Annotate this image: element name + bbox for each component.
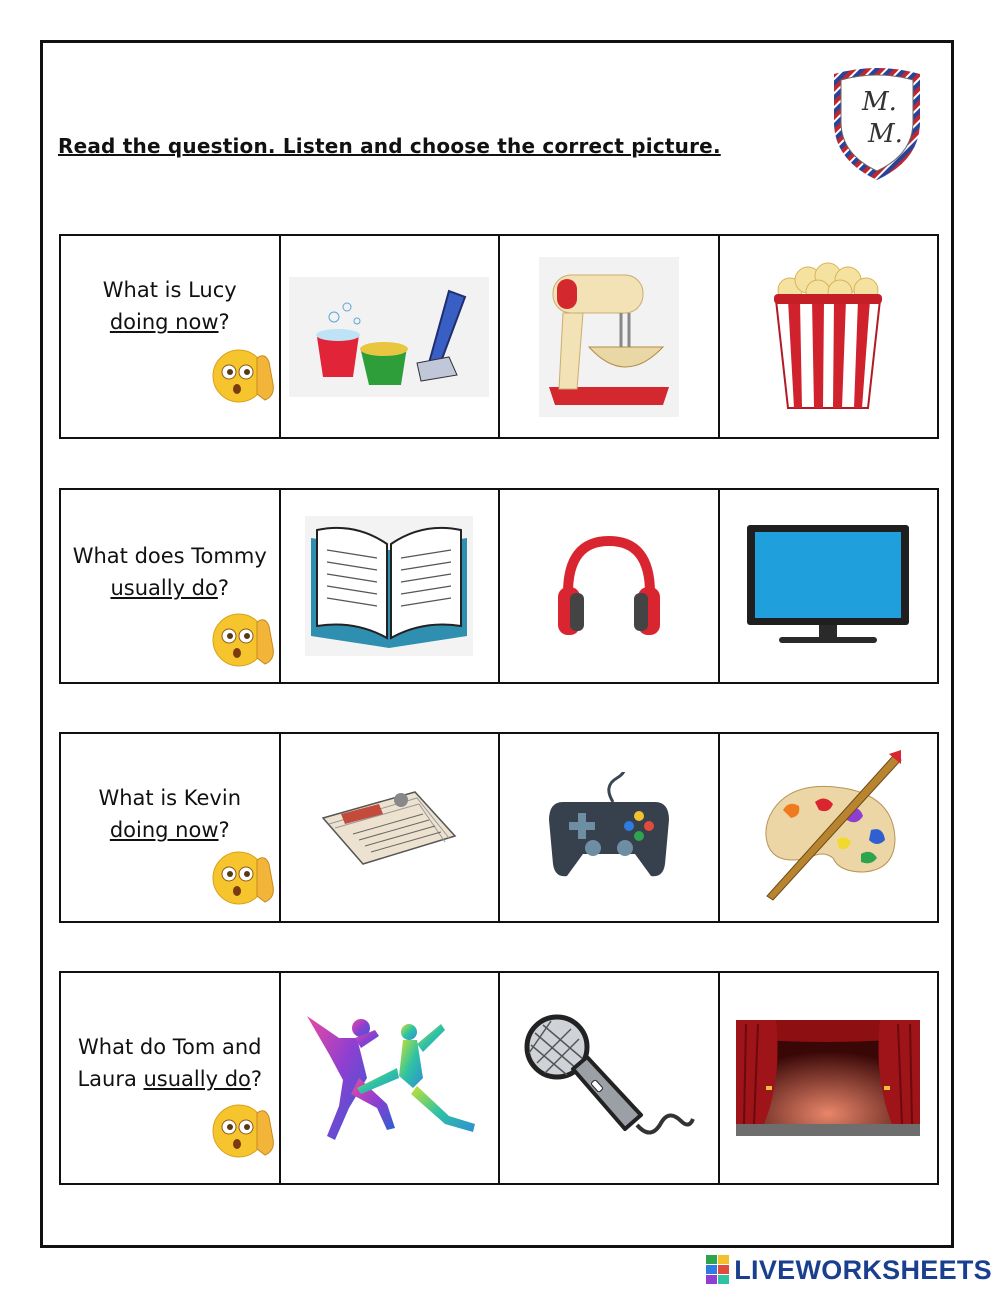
- listening-emoji-icon: [209, 610, 279, 668]
- question-cell: [61, 490, 279, 682]
- option-paint-palette[interactable]: [718, 734, 938, 921]
- question-cell: [61, 973, 279, 1183]
- open-book-icon: [305, 516, 473, 656]
- liveworksheets-brand: [706, 1254, 992, 1286]
- question-row-1: [59, 234, 939, 439]
- cleaning-supplies-icon: [289, 277, 489, 397]
- crest-logo: [828, 64, 926, 184]
- question-cell: [61, 734, 279, 921]
- option-game-controller[interactable]: [498, 734, 718, 921]
- paint-palette-icon: [753, 750, 903, 906]
- question-cell: [61, 236, 279, 437]
- option-dancers[interactable]: [279, 973, 499, 1183]
- question-text: What does Tommy usually do?: [72, 544, 267, 600]
- dancers-icon: [299, 1008, 479, 1148]
- option-newspaper[interactable]: [279, 734, 499, 921]
- svg-text:M.: M.: [868, 119, 903, 149]
- instruction-text: Read the question. Listen and choose the correct picture.: [58, 134, 721, 158]
- question-text: What is Kevin doing now?: [98, 786, 242, 842]
- television-icon: [745, 523, 911, 649]
- microphone-icon: [521, 1013, 697, 1143]
- popcorn-icon: [768, 262, 888, 412]
- question-row-2: [59, 488, 939, 684]
- underlined-phrase: doing now: [109, 818, 219, 842]
- option-headphones[interactable]: [498, 490, 718, 682]
- theater-stage-icon: [736, 1020, 920, 1136]
- listening-emoji-icon: [209, 346, 279, 404]
- stand-mixer-icon: [539, 257, 679, 417]
- underlined-phrase: usually do: [143, 1067, 251, 1091]
- svg-text:M.: M.: [862, 87, 897, 117]
- question-text: What is Lucy doing now?: [102, 278, 237, 334]
- option-microphone[interactable]: [498, 973, 718, 1183]
- newspaper-icon: [319, 788, 459, 868]
- headphones-icon: [554, 531, 664, 641]
- option-popcorn[interactable]: [718, 236, 938, 437]
- liveworksheets-logo-icon: [706, 1255, 730, 1285]
- game-controller-icon: [547, 772, 671, 884]
- option-stand-mixer[interactable]: [498, 236, 718, 437]
- option-theater-stage[interactable]: [718, 973, 938, 1183]
- listening-emoji-icon: [209, 848, 279, 906]
- underlined-phrase: usually do: [110, 576, 218, 600]
- option-cleaning-supplies[interactable]: [279, 236, 499, 437]
- underlined-phrase: doing now: [109, 310, 219, 334]
- listening-emoji-icon: [209, 1101, 279, 1159]
- question-row-3: [59, 732, 939, 923]
- option-television[interactable]: [718, 490, 938, 682]
- brand-name: LIVEWORKSHEETS: [734, 1254, 992, 1285]
- option-book[interactable]: [279, 490, 499, 682]
- question-text: What do Tom and Laura usually do?: [77, 1035, 263, 1091]
- question-row-4: [59, 971, 939, 1185]
